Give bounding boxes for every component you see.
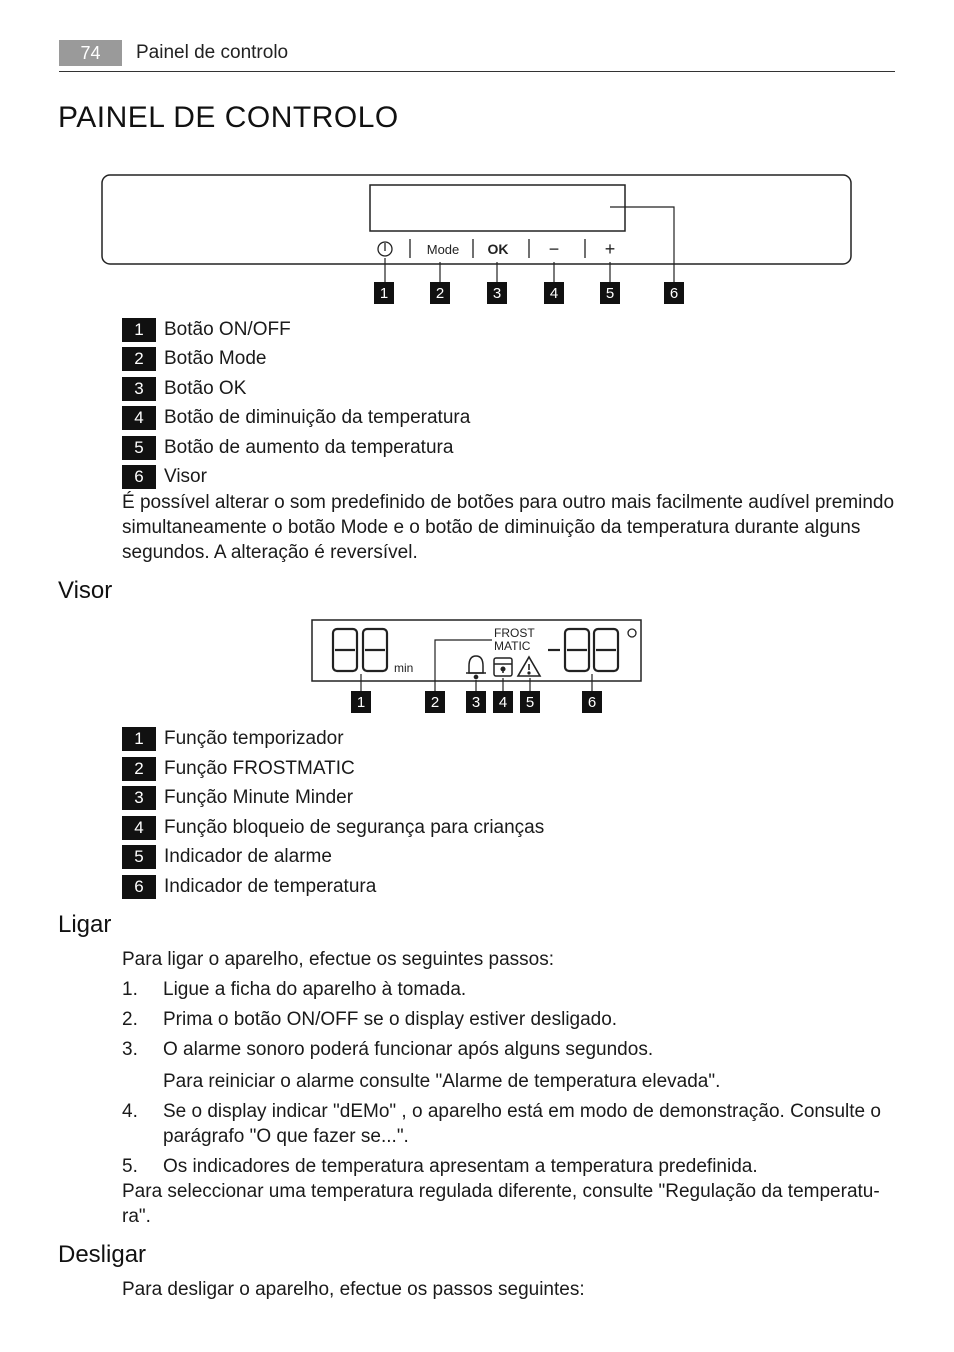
sound-note: É possível alterar o som predefinido de botões para outro mais facilmente audível premindo simultaneamente o botão Mode e o botão de diminuição da temperatura durante alguns segundos. A alteração é reversível. xyxy=(122,492,895,563)
legend-item xyxy=(122,347,266,371)
step-number: 2. xyxy=(122,1009,138,1030)
callout-3: 3 xyxy=(487,282,507,304)
callout-4: 4 xyxy=(544,282,564,304)
ok-button-label[interactable]: OK xyxy=(487,241,509,257)
desligar-intro: Para desligar o aparelho, efectue os passos seguintes: xyxy=(122,1279,585,1300)
callout-5: 5 xyxy=(600,282,620,304)
callout-1: 1 xyxy=(374,282,394,304)
step-text: Se o display indicar "dEMo" , o aparelho está em modo de demonstração. Consulte o parágrafo "O que fazer se...". xyxy=(163,1101,881,1147)
legend-number: 1 xyxy=(122,318,156,342)
ligar-intro: Para ligar o aparelho, efectue os seguintes passos: xyxy=(122,949,554,970)
legend-item xyxy=(122,845,332,869)
legend-item xyxy=(122,465,207,489)
legend-label: Função temporizador xyxy=(164,728,344,749)
legend-item xyxy=(122,786,353,810)
step-text: Prima o botão ON/OFF se o display estiver desligado. xyxy=(163,1009,618,1030)
list-item xyxy=(122,1037,882,1062)
legend-label: Visor xyxy=(164,466,207,487)
legend-label: Botão Mode xyxy=(164,348,267,369)
callout-leader-6 xyxy=(610,207,674,283)
power-icon[interactable] xyxy=(378,242,392,256)
legend-number: 1 xyxy=(122,727,156,751)
callout-6: 6 xyxy=(582,691,602,713)
step-number: 4. xyxy=(122,1101,138,1122)
legend-item xyxy=(122,875,376,899)
timer-unit: min xyxy=(394,661,414,675)
legend-number: 4 xyxy=(122,816,156,840)
step-text: Para reiniciar o alarme consulte "Alarme de temperatura elevada". xyxy=(163,1071,721,1092)
step-text: O alarme sonoro poderá funcionar após alguns segundos. xyxy=(163,1039,654,1060)
page-number: 74 xyxy=(59,40,122,66)
list-item xyxy=(122,977,882,1002)
legend-number: 2 xyxy=(122,757,156,781)
callout-1: 1 xyxy=(351,691,371,713)
callout-4: 4 xyxy=(493,691,513,713)
legend-item xyxy=(122,727,344,751)
legend-item xyxy=(122,757,355,781)
list-item xyxy=(122,1007,882,1032)
section-heading-desligar: Desligar xyxy=(58,1241,147,1268)
list-item xyxy=(122,1154,882,1179)
step-text: Ligue a ficha do aparelho à tomada. xyxy=(163,979,467,1000)
warning-icon xyxy=(518,657,540,676)
degree-icon xyxy=(628,629,636,637)
legend-item xyxy=(122,436,453,460)
running-title: Painel de controlo xyxy=(136,42,289,63)
legend-label: Função FROSTMATIC xyxy=(164,758,355,779)
step-number: 3. xyxy=(122,1039,138,1060)
child-lock-icon xyxy=(494,658,512,676)
legend-label: Botão ON/OFF xyxy=(164,319,291,340)
legend-item xyxy=(122,377,246,401)
callout-6: 6 xyxy=(664,282,684,304)
control-panel-outline xyxy=(102,175,851,264)
section-heading-visor: Visor xyxy=(58,577,113,604)
plus-button-label[interactable]: + xyxy=(604,239,616,259)
display-outline xyxy=(312,620,641,681)
control-panel-diagram xyxy=(0,0,954,320)
callout-2: 2 xyxy=(430,282,450,304)
legend-number: 5 xyxy=(122,845,156,869)
legend-label: Função Minute Minder xyxy=(164,787,354,808)
section-heading-ligar: Ligar xyxy=(58,911,112,938)
legend-label: Indicador de temperatura xyxy=(164,876,377,897)
legend-label: Botão de aumento da temperatura xyxy=(164,437,454,458)
legend-label: Função bloqueio de segurança para crianças xyxy=(164,817,545,838)
ligar-after: Para seleccionar uma temperatura regulada diferente, consulte "Regulação da temperatu-ra". xyxy=(122,1181,880,1227)
step-number: 1. xyxy=(122,979,138,1000)
frostmatic-line1: FROST xyxy=(494,626,535,640)
legend-number: 3 xyxy=(122,786,156,810)
legend-number: 3 xyxy=(122,377,156,401)
legend-item xyxy=(122,406,470,430)
legend-label: Indicador de alarme xyxy=(164,846,332,867)
legend-number: 6 xyxy=(122,465,156,489)
step-text: Os indicadores de temperatura apresentam a temperatura predefinida. xyxy=(163,1156,758,1177)
legend-number: 2 xyxy=(122,347,156,371)
minus-button-label[interactable]: − xyxy=(548,239,560,259)
callout-5: 5 xyxy=(520,691,540,713)
callout-3: 3 xyxy=(466,691,486,713)
list-item xyxy=(122,1099,882,1149)
legend-label: Botão de diminuição da temperatura xyxy=(164,407,471,428)
bell-icon xyxy=(466,656,486,679)
callout-2: 2 xyxy=(425,691,445,713)
list-item xyxy=(122,1069,882,1094)
frostmatic-line2: MATIC xyxy=(494,639,531,653)
page-title: PAINEL DE CONTROLO xyxy=(58,101,399,134)
legend-number: 5 xyxy=(122,436,156,460)
legend-item xyxy=(122,816,544,840)
mode-button-label[interactable]: Mode xyxy=(426,242,460,257)
step-number: 5. xyxy=(122,1156,138,1177)
legend-label: Botão OK xyxy=(164,378,247,399)
timer-digits xyxy=(333,629,387,671)
legend-number: 4 xyxy=(122,406,156,430)
display-window xyxy=(370,185,625,231)
legend-item xyxy=(122,318,291,342)
temperature-digits xyxy=(548,629,618,671)
legend-number: 6 xyxy=(122,875,156,899)
